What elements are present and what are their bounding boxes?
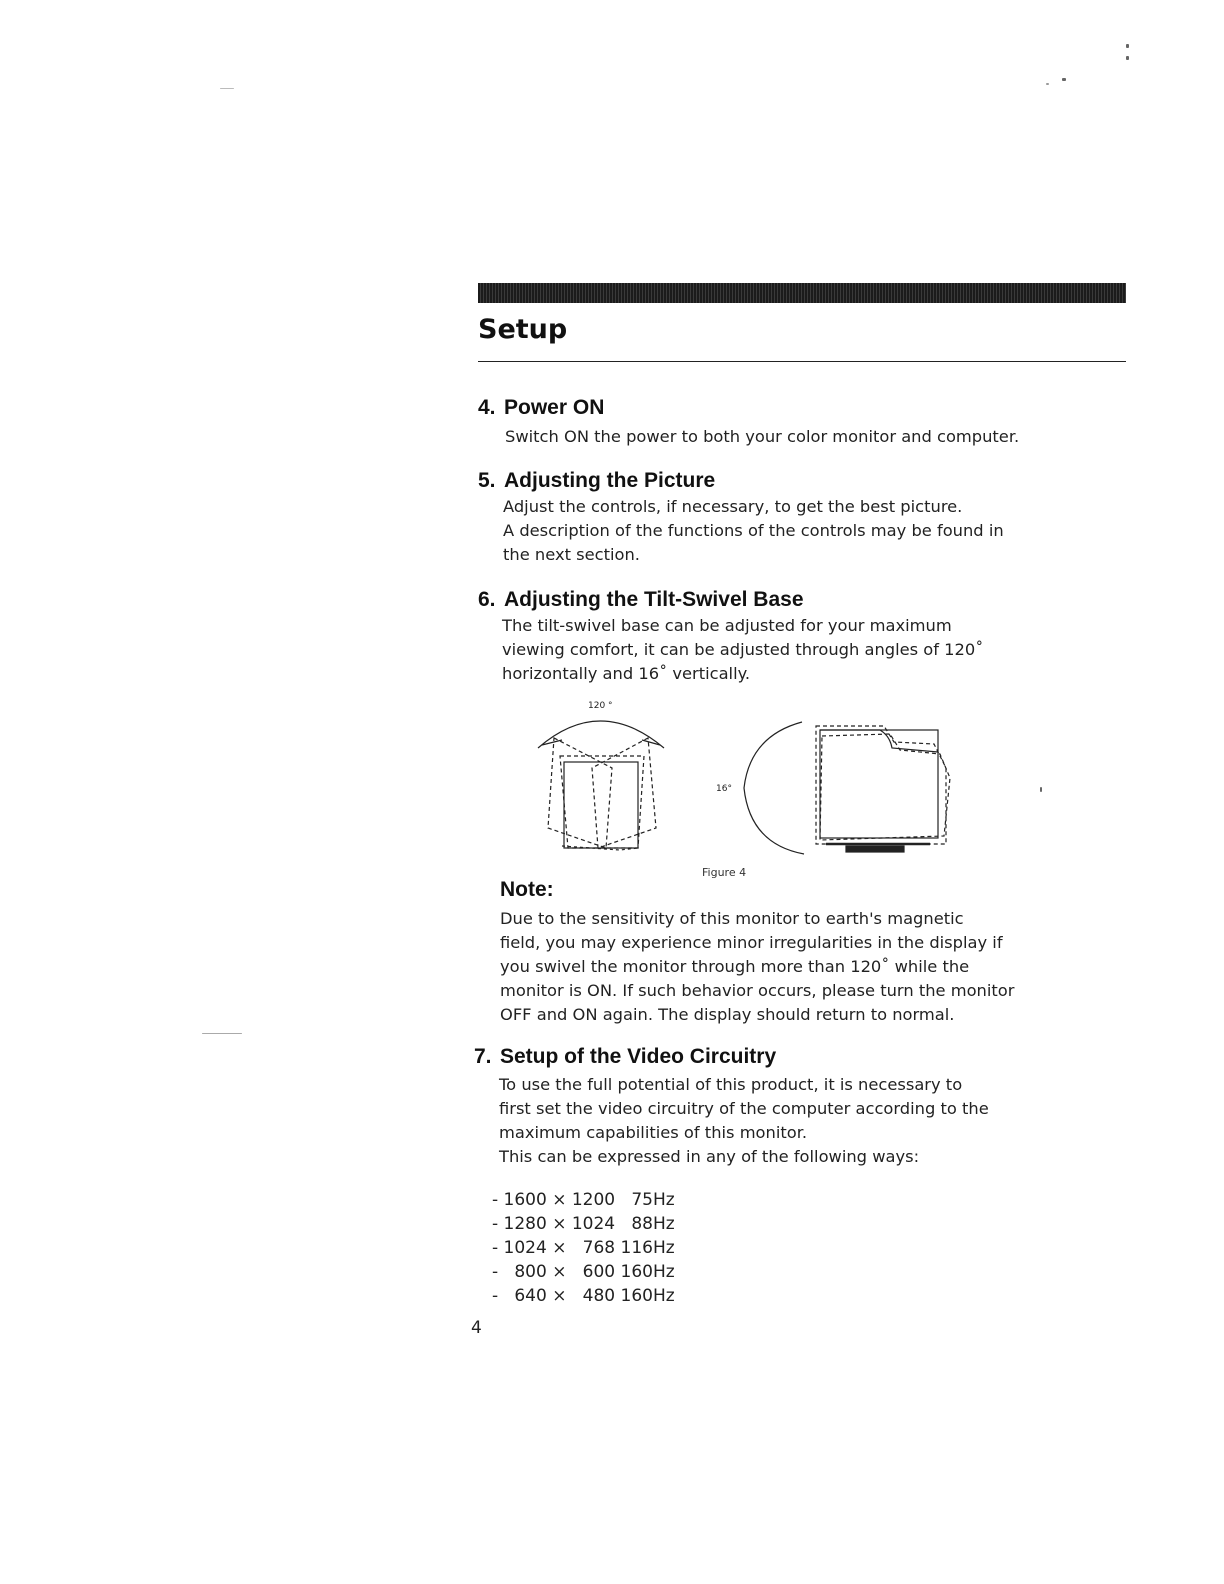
tilt-angle-label: 16° [716,784,732,794]
step-title: Setup of the Video Circuitry [500,1045,777,1068]
text-line: field, you may experience minor irregularities in the display if [500,933,1003,952]
text-line: To use the full potential of this product, it is necessary to [499,1075,963,1094]
text-line: monitor is ON. If such behavior occurs, please turn the monitor [500,981,1015,1000]
text-line: Adjust the controls, if necessary, to get the best picture. [503,497,963,516]
step-6-text [502,614,983,686]
step-number: 5. [478,469,496,492]
text-line: A description of the functions of the controls may be found in [503,521,1004,540]
text-line: Due to the sensitivity of this monitor to earth's magnetic [500,909,964,928]
text-line: This can be expressed in any of the following ways: [499,1147,920,1166]
resolution-item: - 1280 × 1024 88Hz [492,1214,675,1234]
text-line: first set the video circuitry of the computer according to the [499,1099,989,1118]
step-4-heading [478,396,604,420]
text-line: viewing comfort, it can be adjusted through angles of 120˚ [502,640,984,659]
step-7-text [499,1073,989,1169]
tilt-swivel-diagram [520,696,960,866]
step-number: 4. [478,396,496,419]
text-line: maximum capabilities of this monitor. [499,1123,808,1142]
scan-speck [1062,78,1066,81]
step-title: Power ON [504,396,605,419]
resolution-item: - 1600 × 1200 75Hz [492,1190,675,1210]
step-4-text [505,425,1019,449]
text-line: OFF and ON again. The display should return to normal. [500,1005,955,1024]
text-line: horizontally and 16˚ vertically. [502,664,751,683]
section-header-bar [478,283,1126,303]
resolution-item: - 1024 × 768 116Hz [492,1238,675,1258]
step-title: Adjusting the Tilt-Swivel Base [504,588,804,611]
step-number: 6. [478,588,496,611]
scan-speck [202,1033,242,1034]
text-line: you swivel the monitor through more than 120˚ while the [500,957,970,976]
step-title: Adjusting the Picture [504,469,716,492]
text-line: The tilt-swivel base can be adjusted for your maximum [502,616,952,635]
swivel-illustration [538,721,664,850]
scan-speck [1046,83,1049,85]
section-title: Setup [478,314,568,345]
resolution-item: - 640 × 480 160Hz [492,1286,675,1306]
note-text [500,907,1014,1027]
scan-speck [1126,56,1129,60]
note-heading: Note: [500,878,554,901]
step-7-heading [474,1045,776,1069]
header-rule [478,361,1126,362]
step-number: 7. [474,1045,492,1068]
scan-speck [1126,44,1129,48]
text-line: the next section. [503,545,640,564]
figure-4 [520,696,960,866]
page-number: 4 [471,1318,482,1338]
resolution-item: - 800 × 600 160Hz [492,1262,675,1282]
step-6-heading [478,588,804,612]
tilt-illustration [744,722,950,854]
figure-caption: Figure 4 [702,866,747,879]
text-line: Switch ON the power to both your color monitor and computer. [505,427,1020,446]
scan-speck [220,88,234,89]
step-5-text [503,495,1004,567]
swivel-angle-label: 120 ° [588,701,613,711]
scan-speck [1040,787,1042,792]
step-5-heading [478,469,715,493]
